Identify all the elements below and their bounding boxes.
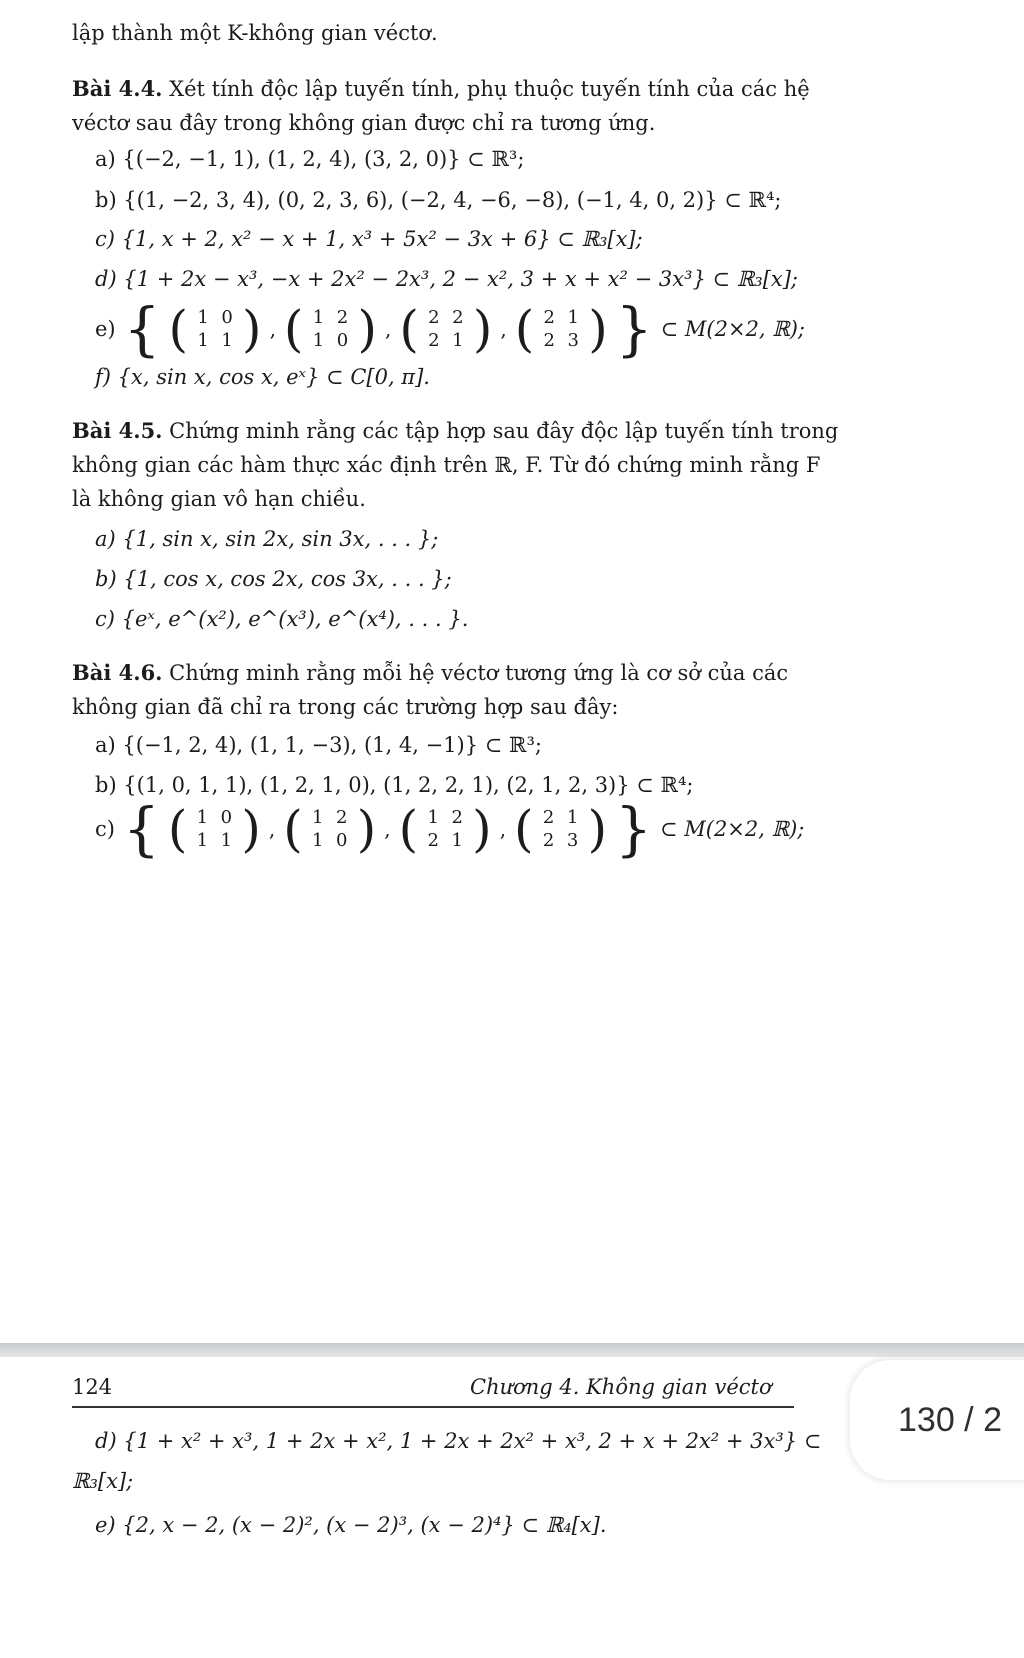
exercise-4-6-d-line1: d) {1 + x² + x³, 1 + 2x + x², 1 + 2x + 2x² + x³, 2 + x + 2x² + 3x³} ⊂ (95, 1429, 822, 1453)
matrix-entry: 1 (312, 807, 324, 828)
exercise-4-5-line2: không gian các hàm thực xác định trên ℝ, F. Từ đó chứng minh rằng F (72, 453, 821, 477)
close-paren: ) (356, 800, 377, 858)
footer-chapter: Chương 4. Không gian véctơ (470, 1375, 772, 1399)
matrix-entries (190, 807, 238, 851)
matrix-entry: 2 (451, 807, 463, 828)
page-indicator[interactable]: 130 / 2 (850, 1360, 1024, 1480)
matrix-entry: 1 (197, 307, 209, 328)
comma: , (384, 817, 391, 841)
ex46-c-close-brace: } (615, 795, 652, 863)
exercise-4-6-e: e) {2, x − 2, (x − 2)², (x − 2)³, (x − 2)⁴} ⊂ ℝ₄[x]. (95, 1513, 607, 1537)
open-paren: ( (167, 800, 188, 858)
matrix-entry: 1 (312, 330, 325, 351)
exercise-4-4-c: c) {1, x + 2, x² − x + 1, x³ + 5x² − 3x + 6} ⊂ ℝ₃[x]; (95, 227, 643, 251)
matrix-entry: 1 (451, 830, 463, 851)
ex46-c-matrix (167, 800, 261, 858)
matrix-entry: 2 (542, 830, 555, 851)
open-paren: ( (399, 300, 419, 358)
exercise-4-6-a: a) {(−1, 2, 4), (1, 1, −3), (1, 4, −1)} ⊂ ℝ³; (95, 733, 542, 757)
exercise-4-6-line2: không gian đã chỉ ra trong các trường hợp sau đây: (72, 695, 619, 719)
ex44-e-matrix (168, 300, 262, 358)
exercise-4-5-line3: là không gian vô hạn chiều. (72, 487, 366, 511)
matrix-entry: 2 (428, 330, 440, 351)
matrix-entry: 2 (336, 807, 348, 828)
matrix-entry: 1 (312, 830, 324, 851)
footer-page-number: 124 (72, 1375, 113, 1399)
matrix-entry: 1 (312, 307, 325, 328)
ex44-e-suffix: ⊂ M(2×2, ℝ); (660, 317, 805, 341)
matrix-entry: 0 (336, 330, 349, 351)
matrix-entry: 1 (566, 807, 579, 828)
exercise-4-4-f: f) {x, sin x, cos x, eˣ} ⊂ C[0, π]. (95, 365, 430, 389)
open-paren: ( (398, 800, 419, 858)
close-paren: ) (587, 800, 608, 858)
matrix-entries (537, 807, 585, 851)
matrix-entry: 1 (221, 330, 233, 351)
exercise-4-4-b: b) {(1, −2, 3, 4), (0, 2, 3, 6), (−2, 4, −6, −8), (−1, 4, 0, 2)} ⊂ ℝ⁴; (95, 188, 782, 212)
matrix-entry: 0 (336, 830, 348, 851)
matrix-entry: 2 (452, 307, 464, 328)
close-paren: ) (241, 800, 261, 858)
exercise-4-4-a: a) {(−2, −1, 1), (1, 2, 4), (3, 2, 0)} ⊂ ℝ³; (95, 147, 525, 171)
ex44-e-close-brace: } (615, 295, 653, 363)
matrix-entry: 2 (543, 330, 555, 351)
matrix-entry: 2 (428, 307, 440, 328)
comma: , (384, 317, 392, 341)
matrix-entries (421, 807, 469, 851)
open-paren: ( (283, 300, 304, 358)
open-paren: ( (168, 300, 189, 358)
exercise-4-5-a: a) {1, sin x, sin 2x, sin 3x, . . . }; (95, 527, 439, 551)
exercise-4-5-c: c) {eˣ, e^(x²), e^(x³), e^(x⁴), . . . }. (95, 607, 469, 631)
comma: , (269, 317, 276, 341)
matrix-entry: 3 (566, 830, 579, 851)
exercise-4-4-line1 (72, 72, 810, 106)
matrix-entry: 1 (427, 807, 439, 828)
comma: , (499, 817, 507, 841)
exercise-4-6-c (95, 795, 805, 863)
exercise-4-4-line2: véctơ sau đây trong không gian được chỉ ra tương ứng. (72, 111, 656, 135)
exercise-4-5-b: b) {1, cos x, cos 2x, cos 3x, . . . }; (95, 567, 452, 591)
matrix-entry: 2 (542, 807, 555, 828)
matrix-entry: 1 (196, 807, 209, 828)
matrix-entries (191, 307, 239, 351)
ex46-c-label: c) (95, 817, 115, 841)
comma: , (268, 817, 276, 841)
ex46-c-suffix: ⊂ M(2×2, ℝ); (659, 817, 805, 841)
exercise-4-6-b: b) {(1, 0, 1, 1), (1, 2, 1, 0), (1, 2, 2, 1), (2, 1, 2, 3)} ⊂ ℝ⁴; (95, 773, 694, 797)
close-paren: ) (242, 300, 262, 358)
matrix-entry: 2 (543, 307, 555, 328)
open-paren: ( (514, 800, 534, 858)
exercise-4-6-d-line2: ℝ₃[x]; (72, 1469, 134, 1493)
matrix-entries (306, 307, 354, 351)
exercise-4-6-label: Bài 4.6. (72, 660, 163, 685)
open-paren: ( (514, 300, 535, 358)
exercise-4-4-d: d) {1 + 2x − x³, −x + 2x² − 2x³, 2 − x², 3 + x + x² − 3x³} ⊂ ℝ₃[x]; (95, 267, 798, 291)
ex46-c-open-brace: { (122, 795, 160, 863)
ex44-e-matrix (399, 300, 493, 358)
page-divider (0, 1343, 1024, 1357)
matrix-entry: 0 (221, 307, 233, 328)
footer-rule (72, 1406, 794, 1408)
exercise-4-5-text1: Chứng minh rằng các tập hợp sau đây độc lập tuyến tính trong (162, 419, 839, 443)
ex46-c-matrix (514, 800, 608, 858)
close-paren: ) (588, 300, 608, 358)
exercise-4-6-line1 (72, 656, 792, 690)
comma: , (500, 317, 507, 341)
matrix-entry: 0 (220, 807, 233, 828)
close-paren: ) (472, 800, 492, 858)
close-paren: ) (357, 300, 377, 358)
matrix-entries (306, 807, 354, 851)
ex44-e-open-brace: { (123, 295, 161, 363)
ex46-c-matrix (398, 800, 492, 858)
ex46-c-matrix (283, 800, 377, 858)
open-paren: ( (283, 800, 303, 858)
matrix-entry: 2 (427, 830, 439, 851)
matrix-entry: 2 (336, 307, 349, 328)
ex44-e-matrix (283, 300, 377, 358)
matrix-entry: 1 (196, 830, 209, 851)
matrix-entry: 3 (567, 330, 579, 351)
exercise-4-4-e (95, 295, 805, 363)
exercise-4-6-text1: Chứng minh rằng mỗi hệ véctơ tương ứng là cơ sở của các (162, 661, 789, 685)
exercise-4-4-label: Bài 4.4. (72, 76, 163, 101)
top-line: lập thành một K-không gian véctơ. (72, 21, 438, 45)
matrix-entry: 1 (567, 307, 579, 328)
matrix-entry: 1 (220, 830, 233, 851)
matrix-entries (422, 307, 470, 351)
matrix-entries (537, 307, 585, 351)
exercise-4-4-text1: Xét tính độc lập tuyến tính, phụ thuộc tuyến tính của các hệ (162, 77, 810, 101)
exercise-4-5-label: Bài 4.5. (72, 418, 163, 443)
close-paren: ) (472, 300, 493, 358)
ex44-e-matrix (514, 300, 608, 358)
matrix-entry: 1 (452, 330, 464, 351)
matrix-entry: 1 (197, 330, 209, 351)
exercise-4-5-line1 (72, 414, 839, 448)
ex44-e-label: e) (95, 317, 116, 341)
